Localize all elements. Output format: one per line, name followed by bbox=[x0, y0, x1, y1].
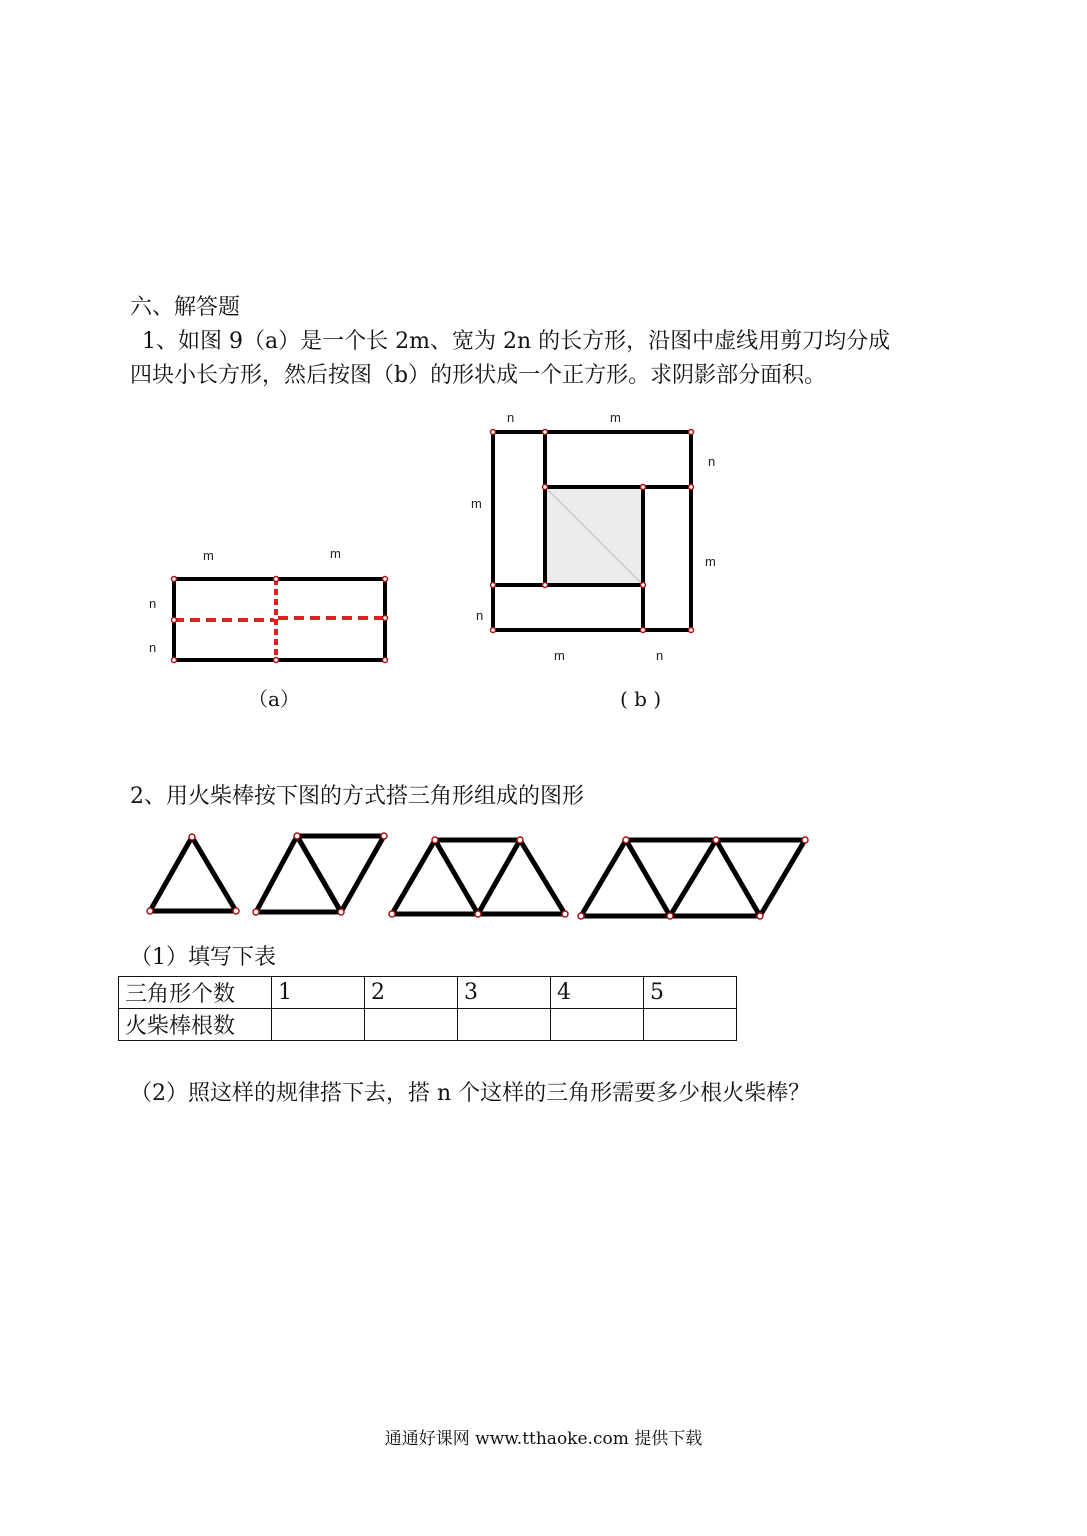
table-row bbox=[119, 977, 737, 1009]
matchstick-figure-3 bbox=[392, 840, 565, 914]
page-footer: 通通好课网 www.tthaoke.com 提供下载 bbox=[384, 1429, 703, 1449]
table-answer-cell[interactable] bbox=[644, 1009, 737, 1041]
q2-sub1: （1）填写下表 bbox=[130, 945, 276, 970]
matchstick-figure-4 bbox=[581, 840, 805, 916]
table-cell: 4 bbox=[551, 977, 644, 1009]
figure-b-label-bottom-n: n bbox=[656, 648, 664, 663]
table-header-triangles: 三角形个数 bbox=[119, 977, 272, 1009]
table-cell: 3 bbox=[458, 977, 551, 1009]
figure-b-label-right-m: m bbox=[705, 554, 716, 569]
matchstick-figure-1 bbox=[150, 837, 236, 911]
fill-in-table bbox=[118, 976, 737, 1041]
matchstick-figures bbox=[140, 825, 840, 935]
table-cell: 5 bbox=[644, 977, 737, 1009]
table-cell: 1 bbox=[272, 977, 365, 1009]
table-row bbox=[119, 1009, 737, 1041]
figure-a bbox=[140, 540, 440, 690]
figure-a-label-n-bottom: n bbox=[149, 640, 157, 655]
q1-line2: 四块小长方形，然后按图（b）的形状成一个正方形。求阴影部分面积。 bbox=[130, 363, 827, 388]
table-answer-cell[interactable] bbox=[272, 1009, 365, 1041]
table-answer-cell[interactable] bbox=[551, 1009, 644, 1041]
q2-title: 2、用火柴棒按下图的方式搭三角形组成的图形 bbox=[130, 784, 584, 809]
figure-b-label-left-n: n bbox=[476, 608, 484, 623]
figure-a-label-m-right: m bbox=[330, 546, 341, 561]
matchstick-heads bbox=[147, 833, 808, 919]
table-answer-cell[interactable] bbox=[365, 1009, 458, 1041]
section-title: 六、解答题 bbox=[130, 295, 241, 320]
figure-b bbox=[460, 405, 740, 675]
q1-line1: 1、如图 9（a）是一个长 2m、宽为 2n 的长方形，沿图中虚线用剪刀均分成 bbox=[142, 329, 891, 354]
table-cell: 2 bbox=[365, 977, 458, 1009]
table-header-matchsticks: 火柴棒根数 bbox=[119, 1009, 272, 1041]
figure-a-label-n-top: n bbox=[149, 596, 157, 611]
figure-b-label-top-m: m bbox=[610, 410, 621, 425]
figure-b-label-right-n: n bbox=[708, 454, 716, 469]
figure-b-label-left-m: m bbox=[471, 496, 482, 511]
table-answer-cell[interactable] bbox=[458, 1009, 551, 1041]
figure-a-label-m-left: m bbox=[203, 548, 214, 563]
figure-b-caption: ( b ) bbox=[620, 687, 662, 711]
figure-b-label-top-n: n bbox=[507, 410, 515, 425]
figure-a-caption: （a） bbox=[248, 687, 300, 711]
figure-b-label-bottom-m: m bbox=[554, 648, 565, 663]
matchstick-figure-2 bbox=[256, 836, 384, 912]
q2-sub2: （2）照这样的规律搭下去，搭 n 个这样的三角形需要多少根火柴棒？ bbox=[130, 1081, 811, 1106]
